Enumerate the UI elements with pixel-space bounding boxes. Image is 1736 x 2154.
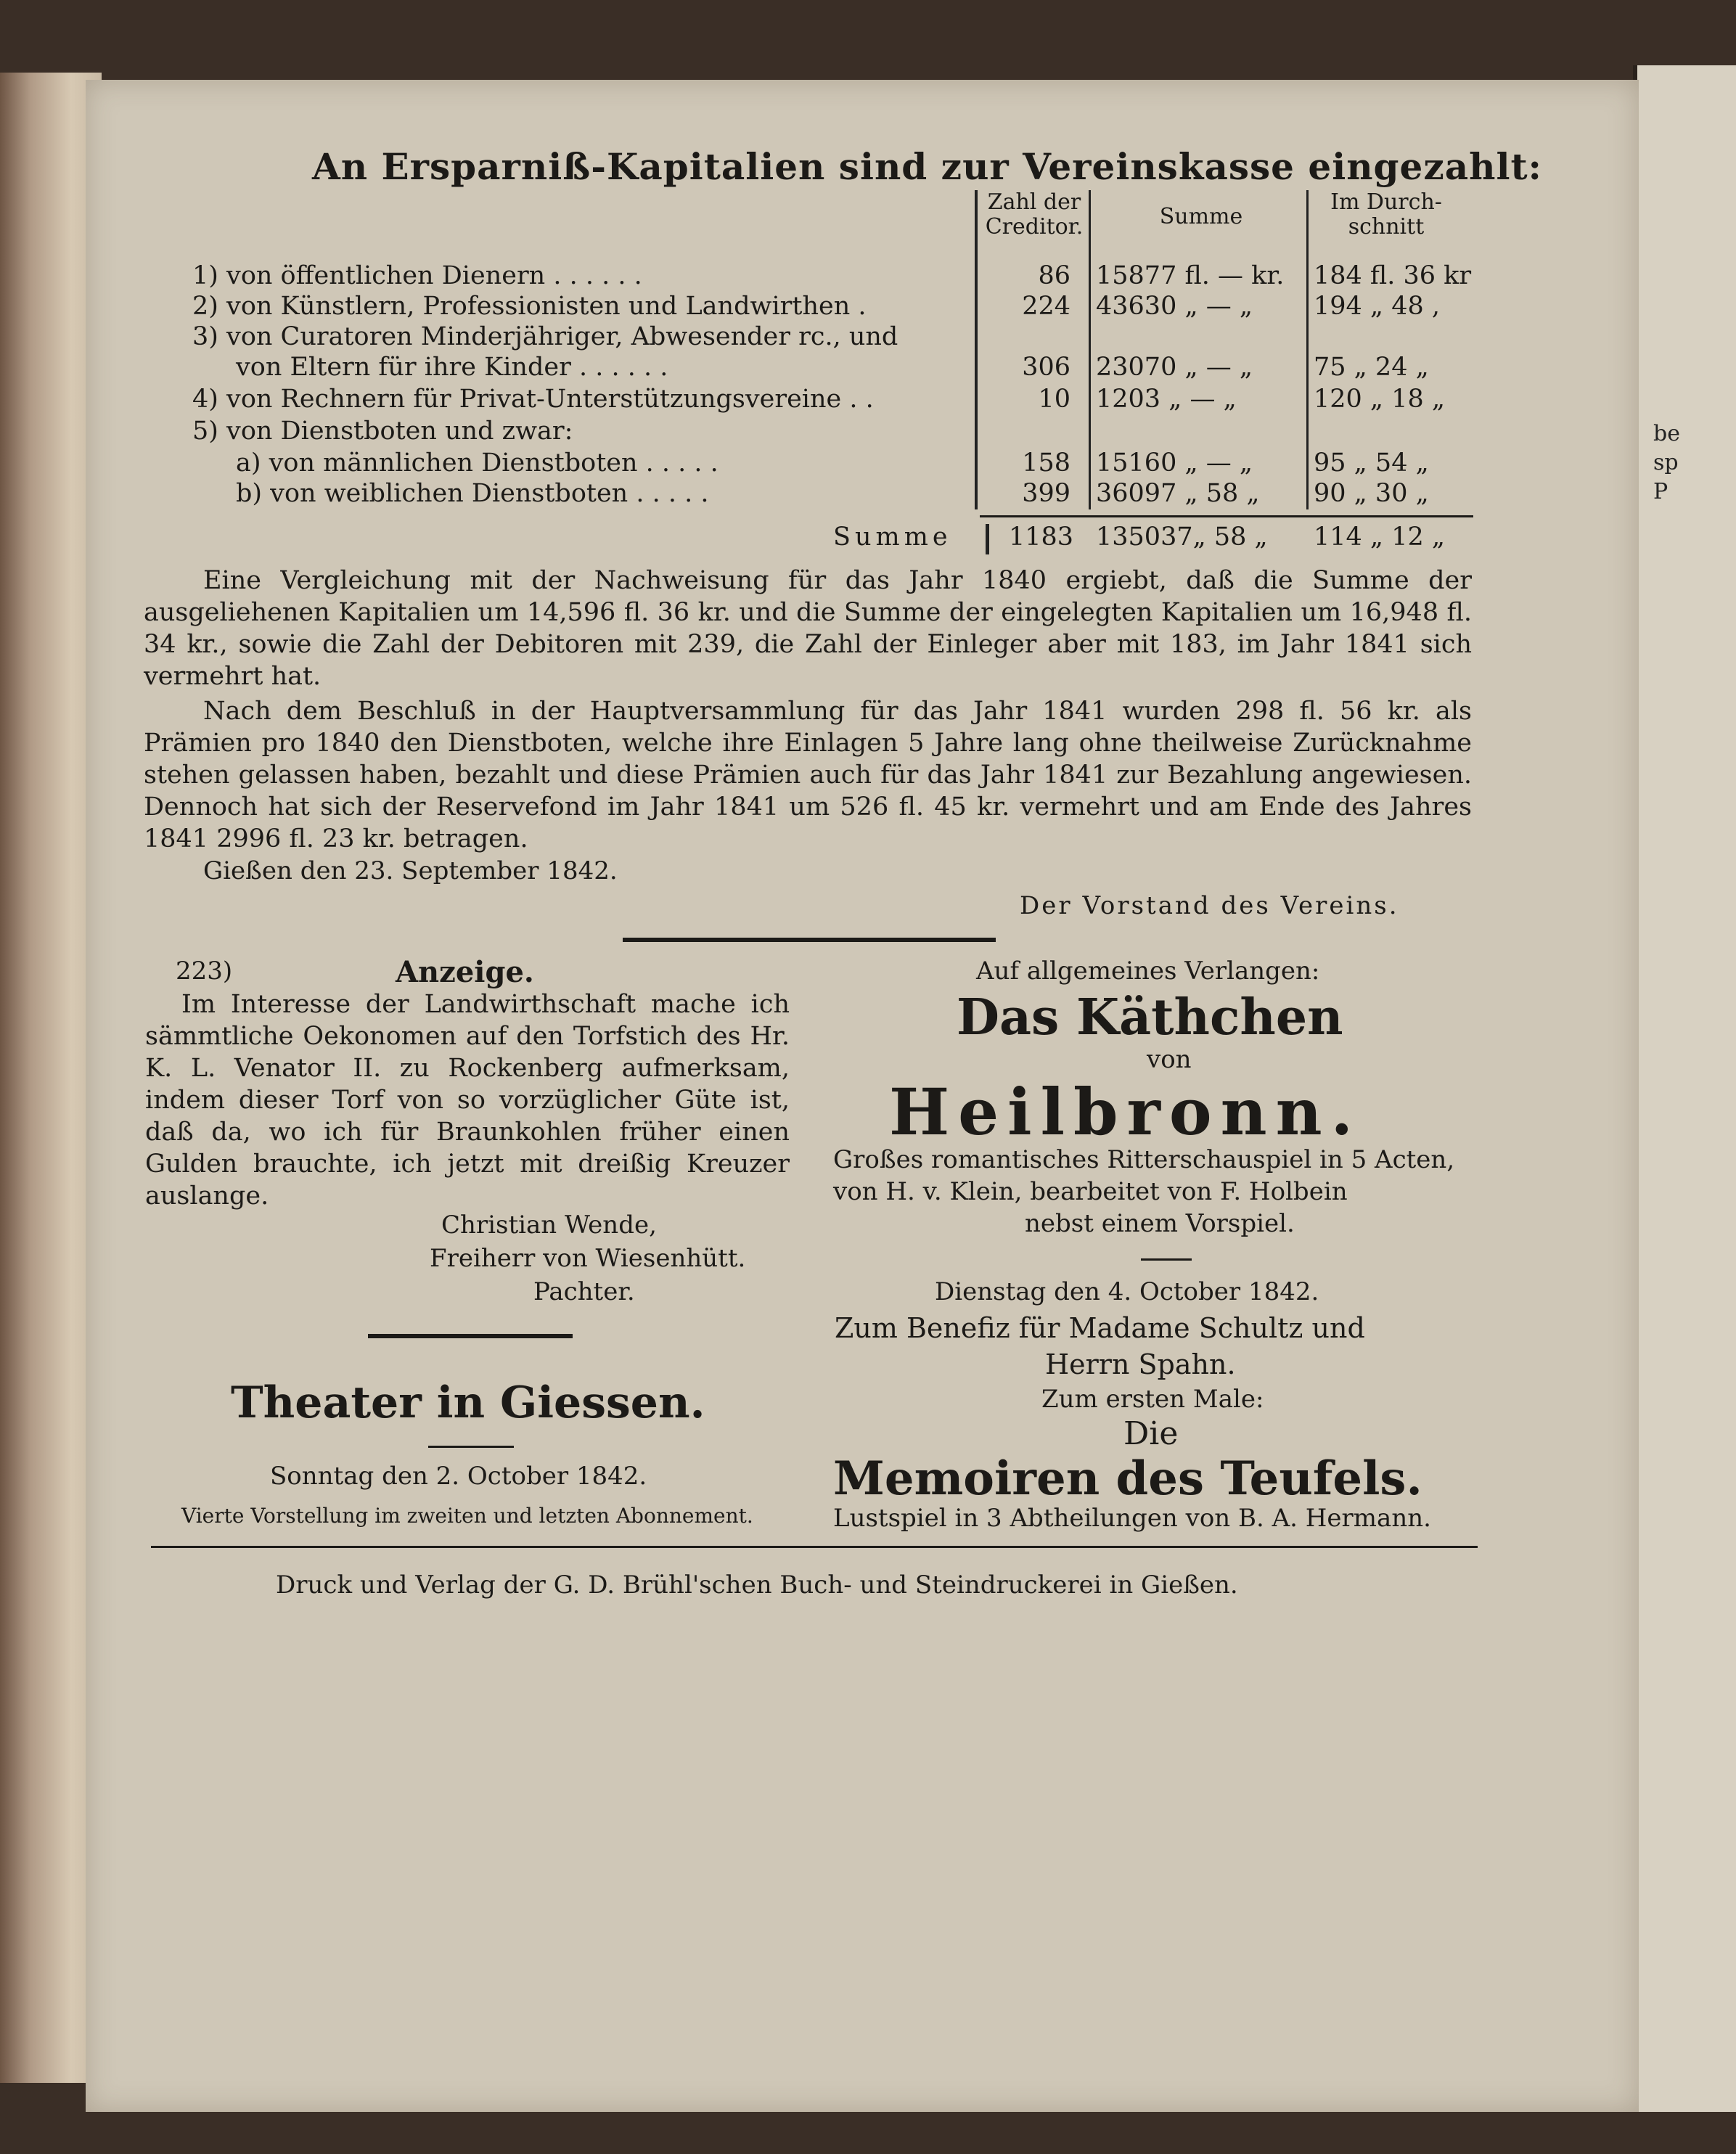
play-description: Lustspiel in 3 Abtheilungen von B. A. Hermann.	[833, 1504, 1431, 1533]
ad-signature: Pachter.	[533, 1277, 635, 1306]
play-benefit: Herrn Spahn.	[1045, 1348, 1236, 1380]
theater-date: Sonntag den 2. October 1842.	[270, 1462, 647, 1491]
table-cell-sum: 15160 „ — „	[1096, 449, 1253, 478]
page-title: An Ersparniß-Kapitalien sind zur Vereinskasse eingezahlt:	[312, 145, 1543, 188]
play-title: Heilbronn.	[889, 1074, 1362, 1150]
ad-number: 223)	[176, 957, 233, 986]
table-cell-avg: 194 „ 48 ,	[1314, 292, 1440, 321]
table-cell-avg: 90 „ 30 „	[1314, 479, 1429, 508]
ad-signature: Christian Wende,	[441, 1211, 657, 1240]
play-request: Auf allgemeines Verlangen:	[976, 957, 1320, 986]
footer-imprint: Druck und Verlag der G. D. Brühl'schen Buch- und Steindruckerei in Gießen.	[276, 1571, 1238, 1600]
table-cell-avg: 95 „ 54 „	[1314, 449, 1429, 478]
header-sum: Summe	[1159, 204, 1243, 229]
short-divider	[1141, 1258, 1192, 1261]
play-description: nebst einem Vorspiel.	[1025, 1209, 1295, 1238]
board-signature: Der Vorstand des Vereins.	[1020, 891, 1399, 920]
table-rule	[1306, 190, 1309, 509]
play-description: von H. v. Klein, bearbeitet von F. Holbein	[833, 1177, 1348, 1206]
ad-text: Im Interesse der Landwirthschaft mache ich sämmtliche Oekonomen auf den Torfstich des Hr. K. L. Venator II. zu Rockenberg aufmerksam, indem dieser Torf von so vorzüglicher Güte ist, daß da, wo ich für Braunkohlen früher einen Gulden brauchte, ich jetzt mit dreißig Kreuzer auslange.	[145, 990, 790, 1211]
paragraph: Eine Vergleichung mit der Nachweisung für das Jahr 1840 ergiebt, daß die Summe der ausgeliehenen Kapitalien um 14,596 fl. 36 kr. und die Summe der eingelegten Kapitalien um 16,948 fl. 34 kr., sowie die Zahl der Debitoren mit 239, die Zahl der Einleger aber mit 183, im Jahr 1841 sich vermehrt hat.	[144, 566, 1472, 691]
facing-text: sp	[1653, 450, 1679, 475]
paragraph: Nach dem Beschluß in der Hauptversammlung für das Jahr 1841 wurden 298 fl. 56 kr. als Prämien pro 1840 den Dienstboten, welche ihre Einlagen 5 Jahre lang ohne theilweise Zurücknahme stehen gelassen haben, bezahlt und diese Prämien auch für das Jahr 1841 zur Bezahlung angewiesen. Dennoch hat sich der Reservefond im Jahr 1841 um 526 fl. 45 kr. vermehrt und am Ende des Jahres 1841 2996 fl. 23 kr. betragen.	[144, 697, 1472, 853]
section-divider	[368, 1334, 573, 1338]
theater-title: Theater in Giessen.	[231, 1377, 705, 1428]
table-cell-count: 224	[1022, 292, 1070, 321]
table-cell-sum: 15877 fl. — kr.	[1096, 261, 1285, 290]
table-row-label: 2) von Künstlern, Professionisten und Landwirthen .	[192, 292, 867, 321]
table-row-label: von Eltern für ihre Kinder . . . . . .	[236, 353, 668, 382]
total-sum: 135037„ 58 „	[1096, 523, 1268, 552]
play-title: Das Käthchen	[957, 988, 1343, 1047]
ad-heading: Anzeige.	[396, 955, 534, 989]
facing-text: be	[1653, 421, 1680, 446]
play-description: Großes romantisches Ritterschauspiel in 5 Acten,	[833, 1145, 1455, 1174]
footer-rule	[151, 1546, 1478, 1548]
table-cell-avg: 184 fl. 36 kr	[1314, 261, 1472, 290]
table-cell-count: 399	[1022, 479, 1070, 508]
table-rule	[986, 524, 989, 554]
table-row-label: 4) von Rechnern für Privat-Unterstützungsvereine . .	[192, 385, 874, 414]
table-rule	[975, 190, 978, 509]
table-rule	[1089, 190, 1091, 509]
table-row-label: 1) von öffentlichen Dienern . . . . . .	[192, 261, 642, 290]
short-divider	[428, 1446, 514, 1448]
table-cell-count: 86	[1038, 261, 1070, 290]
table-row-label: 5) von Dienstboten und zwar:	[192, 417, 573, 446]
table-cell-avg: 75 „ 24 „	[1314, 353, 1429, 382]
play-date: Dienstag den 4. October 1842.	[935, 1277, 1319, 1306]
table-row-label: b) von weiblichen Dienstboten . . . . .	[236, 479, 709, 508]
total-avg: 114 „ 12 „	[1314, 523, 1445, 552]
facing-page	[1633, 65, 1736, 2112]
total-rule	[980, 515, 1473, 517]
table-cell-sum: 1203 „ — „	[1096, 385, 1237, 414]
table-cell-avg: 120 „ 18 „	[1314, 385, 1445, 414]
play-von: von	[1147, 1045, 1192, 1074]
header-count: Zahl der Creditor.	[985, 189, 1084, 239]
table-cell-sum: 36097 „ 58 „	[1096, 479, 1260, 508]
play-benefit: Zum Benefiz für Madame Schultz und	[835, 1312, 1365, 1344]
total-label: Summe	[833, 523, 952, 552]
facing-text: P	[1653, 479, 1669, 504]
play-title: Memoiren des Teufels.	[833, 1451, 1422, 1506]
table-cell-sum: 43630 „ — „	[1096, 292, 1253, 321]
date-line: Gießen den 23. September 1842.	[203, 856, 618, 885]
header-avg: Im Durch-schnitt	[1330, 189, 1442, 239]
table-cell-count: 306	[1022, 353, 1070, 382]
ad-signature: Freiherr von Wiesenhütt.	[430, 1244, 746, 1273]
table-cell-sum: 23070 „ — „	[1096, 353, 1253, 382]
table-row-label: 3) von Curatoren Minderjähriger, Abwesender rc., und	[192, 322, 898, 351]
table-row-label: a) von männlichen Dienstboten . . . . .	[236, 449, 718, 478]
play-first: Zum ersten Male:	[1041, 1385, 1264, 1414]
total-count: 1183	[1009, 523, 1074, 552]
play-die: Die	[1123, 1415, 1179, 1452]
theater-note: Vierte Vorstellung im zweiten und letzten Abonnement.	[181, 1504, 753, 1528]
section-divider	[623, 938, 996, 942]
table-cell-count: 10	[1038, 385, 1070, 414]
table-cell-count: 158	[1022, 449, 1070, 478]
